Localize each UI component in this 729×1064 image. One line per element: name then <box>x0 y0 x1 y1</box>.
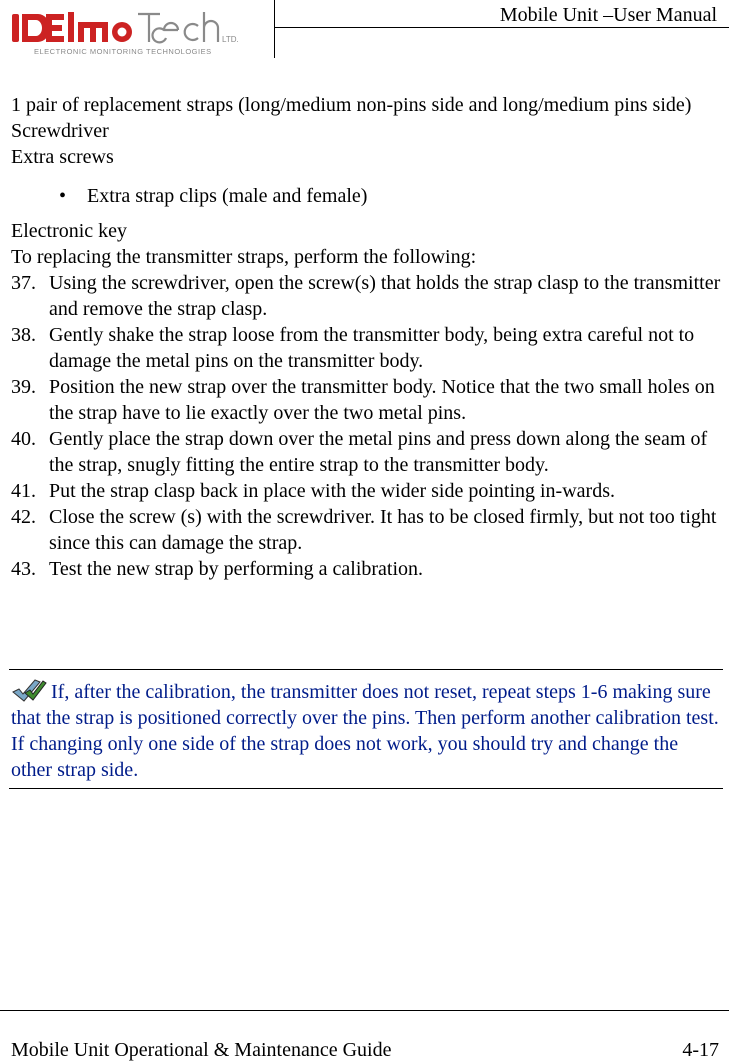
item-replacement-straps: 1 pair of replacement straps (long/medium non-pins side and long/medium pins side) <box>11 94 692 116</box>
step-number: 37. <box>11 272 36 294</box>
step-number: 40. <box>11 428 36 450</box>
bullet-item-strap-clips <box>11 183 723 209</box>
header-title: Mobile Unit –User Manual <box>499 4 717 26</box>
page-header <box>0 0 729 58</box>
bullet-text: Extra strap clips (male and female) <box>87 185 368 207</box>
header-divider-vertical <box>274 0 275 58</box>
step-item <box>11 478 723 504</box>
step-item <box>11 374 723 426</box>
bullet-icon: • <box>59 185 67 207</box>
page-number: 4-17 <box>682 1039 719 1061</box>
procedure-intro: To replacing the transmitter straps, perform the following: <box>11 246 477 268</box>
svg-text:LTD.: LTD. <box>222 35 239 44</box>
svg-text:ELECTRONIC MONITORING TECHNOLO: ELECTRONIC MONITORING TECHNOLOGIES <box>34 47 212 56</box>
item-extra-screws: Extra screws <box>11 146 114 168</box>
step-text: Test the new strap by performing a calibration. <box>49 558 424 580</box>
step-item <box>11 322 723 374</box>
step-text: Position the new strap over the transmitter body. Notice that the two small holes on the strap have to lie exactly over the two metal pins. <box>49 376 715 424</box>
note-box <box>9 669 723 789</box>
step-item <box>11 426 723 478</box>
item-screwdriver: Screwdriver <box>11 120 109 142</box>
note-text: If, after the calibration, the transmitter does not reset, repeat steps 1-6 making sure that the strap is positioned correctly over the pins. Then perform another calibration test. If changing only one side of the strap does not work, you should try and change the other strap side. <box>11 681 719 781</box>
main-content <box>11 92 723 582</box>
step-text: Close the screw (s) with the screwdriver. It has to be closed firmly, but not too tight since this can damage the strap. <box>49 506 717 554</box>
elmotech-logo <box>10 6 260 56</box>
step-number: 38. <box>11 324 36 346</box>
page-footer <box>0 1010 729 1064</box>
step-item <box>11 270 723 322</box>
step-item <box>11 556 723 582</box>
step-text: Gently place the strap down over the metal pins and press down along the seam of the strap, snugly fitting the entire strap to the transmitter body. <box>49 428 708 476</box>
step-number: 43. <box>11 558 36 580</box>
step-item <box>11 504 723 556</box>
procedure-steps <box>11 270 723 582</box>
step-number: 39. <box>11 376 36 398</box>
step-text: Using the screwdriver, open the screw(s) that holds the strap clasp to the transmitter and remove the strap clasp. <box>49 272 721 320</box>
step-text: Gently shake the strap loose from the transmitter body, being extra careful not to damage the metal pins on the transmitter body. <box>49 324 695 372</box>
footer-guide-title: Mobile Unit Operational & Maintenance Guide <box>11 1039 392 1061</box>
checkmark-note-icon <box>11 678 47 702</box>
step-number: 41. <box>11 480 36 502</box>
step-number: 42. <box>11 506 36 528</box>
item-electronic-key: Electronic key <box>11 220 128 242</box>
header-divider-horizontal <box>274 27 729 28</box>
step-text: Put the strap clasp back in place with the wider side pointing in-wards. <box>49 480 615 502</box>
